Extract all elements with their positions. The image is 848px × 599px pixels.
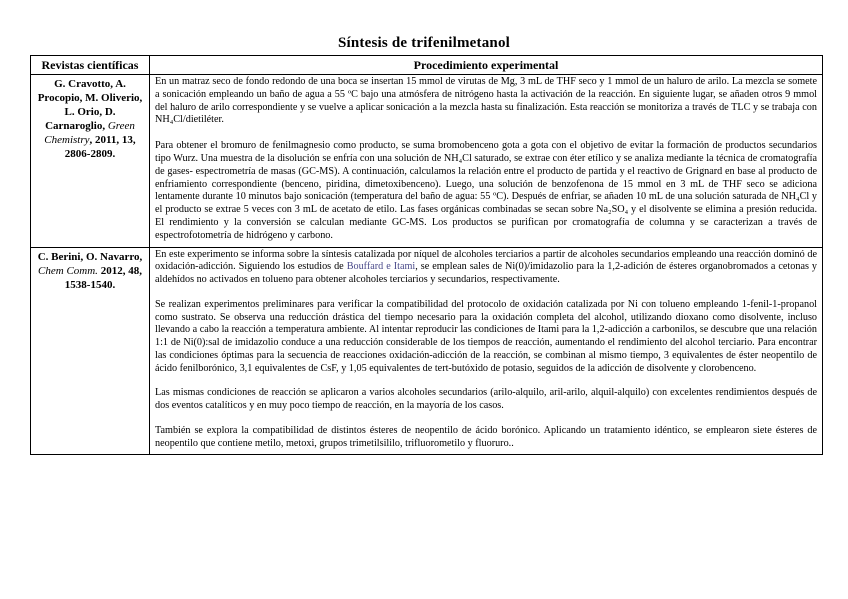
reference-journal: Green Chemistry bbox=[44, 120, 135, 146]
header-journals: Revistas científicas bbox=[31, 56, 150, 75]
paragraph-text: En este experimento se informa sobre la síntesis catalizada por níquel de alcoholes terciarios a partir de alcoholes secundarios empleando una reacción dominó de oxidación-adicción. Siguiendo los estudios de bbox=[155, 248, 817, 273]
table-header-row bbox=[31, 56, 823, 75]
header-procedure: Procedimiento experimental bbox=[150, 56, 823, 75]
procedure-paragraph: También se explora la compatibilidad de distintos ésteres de neopentilo de ácido borónico. Aplicando un tratamiento idéntico, se emplearon siete ésteres de neopentilo que contiene metilo, metoxi, grupos trimetilsililo, trifluorometilo y fluoruro.. bbox=[155, 424, 817, 449]
reference-authors: G. Cravotto, A. Procopio, M. Oliverio, L. Orio, D. Carnaroglio, bbox=[37, 78, 143, 132]
table-row bbox=[31, 75, 823, 248]
procedure-paragraph bbox=[155, 249, 817, 287]
paragraph-text: , se emplean sales de Ni(0)/imidazolio para la 1,2-adición de ésteres organobromados a cetonas y aldehídos no activados en tolueno para obtener alcoholes terciarios y secundarios, respectivamente. bbox=[155, 261, 818, 286]
reference-journal: Chem Comm. bbox=[38, 264, 98, 277]
procedure-cell bbox=[150, 75, 823, 248]
reference-cell bbox=[31, 75, 150, 248]
citation-link[interactable]: Bouffard e Itami bbox=[346, 261, 416, 273]
reference-cell bbox=[31, 247, 150, 455]
reference-authors: C. Berini, O. Navarro, bbox=[37, 250, 143, 263]
procedure-paragraph: Se realizan experimentos preliminares para verificar la compatibilidad del protocolo de oxidación catalizada por Ni con tolueno empleando 1-fenil-1-propanol como sustrato. Se observa una reducción drástica del tiempo necesario para la oxidación completa del alcohol, utilizando dioxano como disolvente, incluso llevando a cabo la reacción a temperatura ambiente. Al intentar reproducir las condiciones de Itami para la 1,2-adicción a carbonilos, se descubre que una relación 1:1 de Ni(0):sal de imidazolio conduce a una reducción considerable de los tiempos de reacción, aumentando el rendimiento del alcohol terciario. Para encontrar las condiciones óptimas para la secuencia de reacciones oxidación-adicción de la reacción, se combinan al mismo tiempo, 3 equivalentes de éster neopentilo de ácido fenilborónico, 3,1 equivalentes de CsF, y 1,05 equivalentes de tert-butóxido de potasio, seguidos de la adicción de disolvente y clorobenceno. bbox=[155, 298, 817, 374]
reference-citation: 2012, 48, 1538-1540. bbox=[64, 264, 142, 291]
table-row bbox=[31, 247, 823, 455]
synthesis-table bbox=[30, 55, 823, 455]
procedure-paragraph: En un matraz seco de fondo redondo de una boca se insertan 15 mmol de virutas de Mg, 3 mL de THF seco y 1 mmol de un haluro de arilo. La mezcla se somete a sonicación empleando un baño de agua a 55 ºC bajo una atmósfera de nitrógeno hasta la activación de la reacción. En siguiente lugar, se añaden otros 9 mmol del haluro de arilo correspondiente y se vuelve a aplicar sonicación a la mezcla hasta su finalización. Esta reacción se monitoriza a través de TLC y se trabaja con NH₄Cl/dietiléter. bbox=[155, 76, 817, 126]
reference-citation: , 2011, 13, 2806-2809. bbox=[64, 134, 136, 160]
procedure-paragraph: Para obtener el bromuro de fenilmagnesio como producto, se suma bromobenceno gota a gota con el objetivo de evitar la formación de productos secundarios tipo Wurz. Una muestra de la disolución se enfría con una solución de NH₄Cl saturado, se extrae con éter etílico y se analiza mediante la técnica de cromatografía de gases- espectrometría de masas (GC-MS). A continuación, calculamos la relación entre el producto de partida y el reactivo de Grignard en base al producto de enfriamiento correspondiente (benceno, piridina, dimetoxibenceno). Luego, una solución de benzofenona de 15 mmol en 3 mL de THF seco se adiciona lentamente durante 10 minutos bajo sonicación (temperatura del baño de agua: 55 ºC). Después de enfriar, se añaden 10 mL de una solución saturada de NH₄Cl y el producto se extrae 5 veces con 3 mL de acetato de etilo. Las fases orgánicas combinadas se secan sobre Na₂SO₄ y el disolvente se elimina a presión reducida. El rendimiento y la conversión se calculan mediante GC-MS. Los productos se purifican por cromatografía de columna y se caracterizan a través de espectrofotometría de hidrógeno y carbono. bbox=[155, 140, 817, 241]
page-title: Síntesis de trifenilmetanol bbox=[337, 35, 511, 51]
procedure-paragraph: Las mismas condiciones de reacción se aplicaron a varios alcoholes secundarios (arilo-alquilo, aril-arilo, alquil-alquilo) con excelentes rendimientos después de dos eventos catalíticos y en muy poco tiempo de reacción, en la mayoría de los casos. bbox=[155, 387, 817, 412]
procedure-cell bbox=[150, 247, 823, 455]
